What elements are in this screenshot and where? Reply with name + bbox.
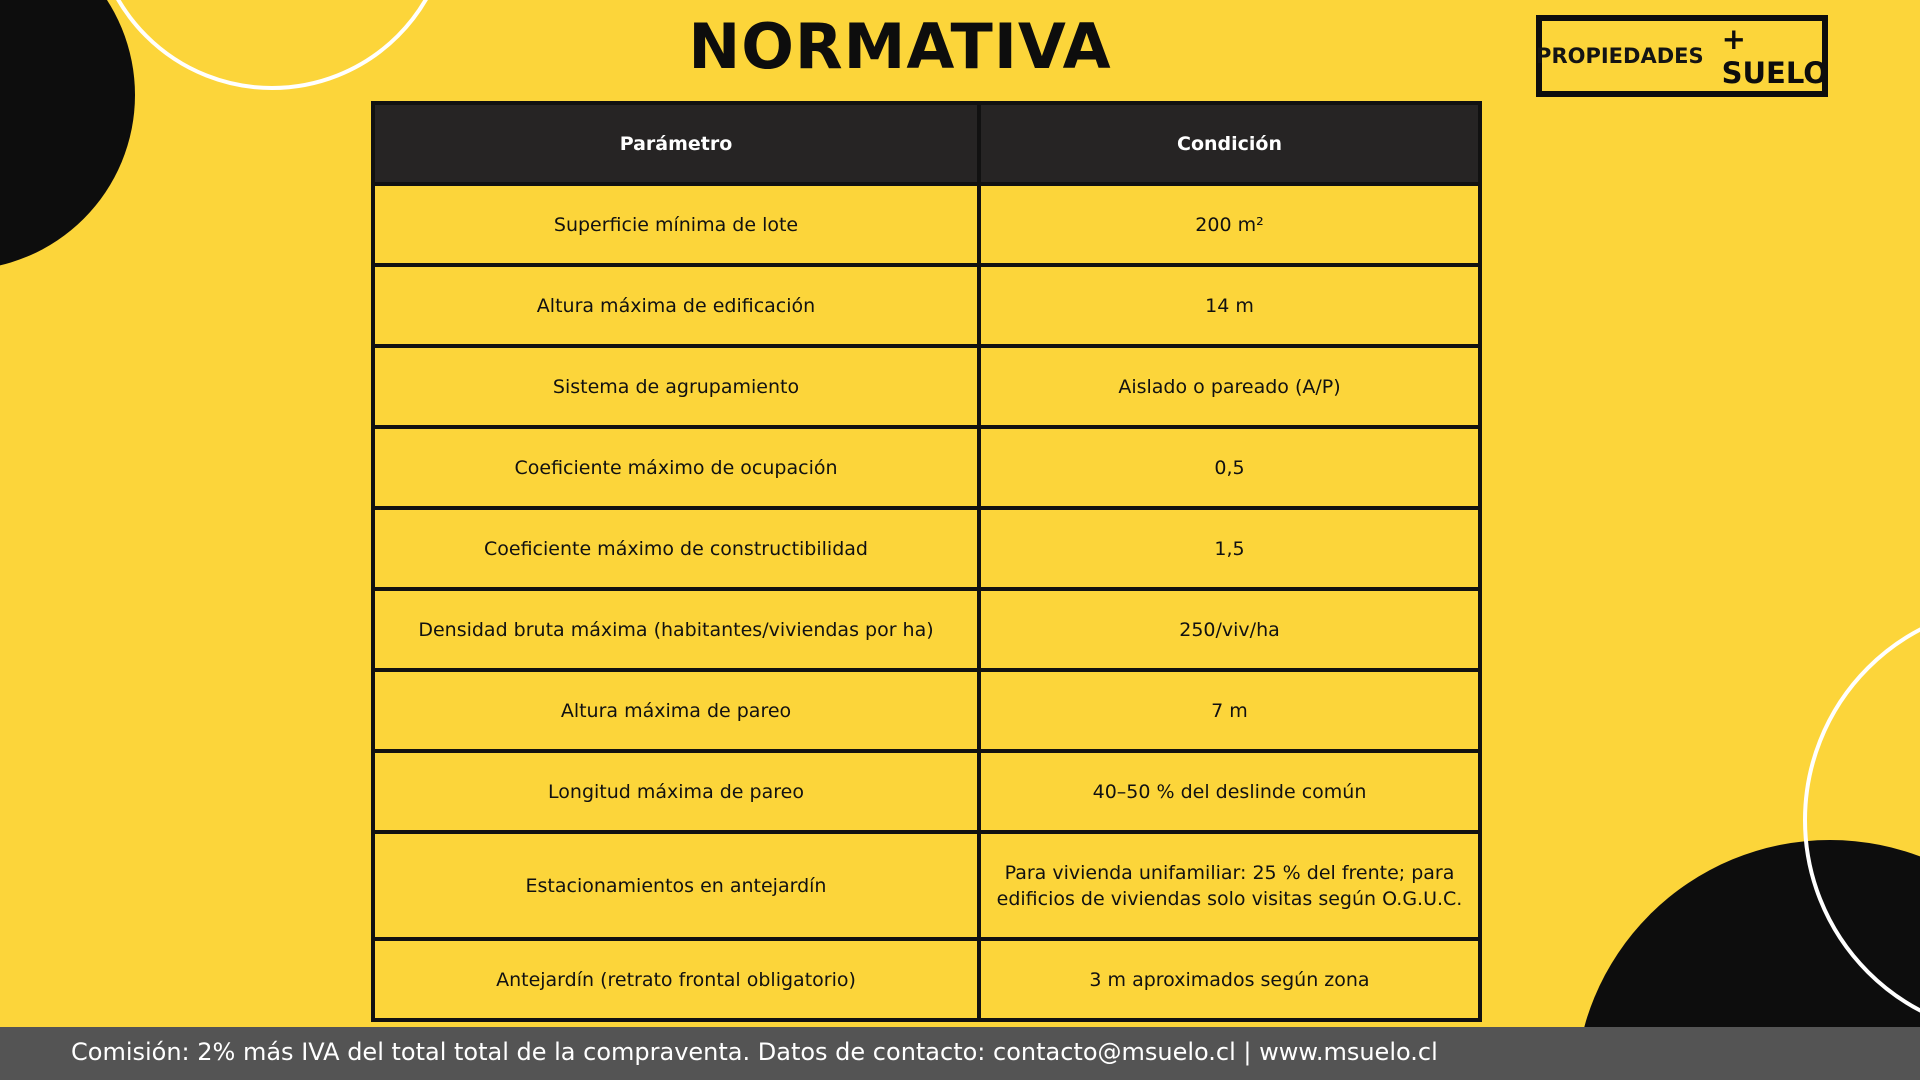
table-row (373, 427, 1480, 508)
cell-condicion: 200 m² (979, 184, 1480, 265)
cell-condicion: 40–50 % del deslinde común (979, 751, 1480, 832)
table-row (373, 939, 1480, 1020)
cell-condicion: 14 m (979, 265, 1480, 346)
table-row (373, 832, 1480, 939)
brand-logo (1536, 15, 1828, 97)
cell-condicion: Para vivienda unifamiliar: 25 % del frente; para edificios de viviendas solo visitas según O.G.U.C. (979, 832, 1480, 939)
table-row (373, 184, 1480, 265)
table-row (373, 508, 1480, 589)
logo-text-right: + SUELO (1721, 22, 1828, 90)
cell-parametro: Superficie mínima de lote (373, 184, 979, 265)
cell-condicion: 250/viv/ha (979, 589, 1480, 670)
header-parametro: Parámetro (373, 103, 979, 184)
table-header-row (373, 103, 1480, 184)
table-row (373, 751, 1480, 832)
normativa-table (371, 101, 1482, 1022)
footer-text: Comisión: 2% más IVA del total total de la compraventa. Datos de contacto: contacto@msuelo.cl | www.msuelo.cl (71, 1038, 1438, 1066)
cell-parametro: Altura máxima de pareo (373, 670, 979, 751)
cell-parametro: Sistema de agrupamiento (373, 346, 979, 427)
cell-parametro: Antejardín (retrato frontal obligatorio) (373, 939, 979, 1020)
table-row (373, 670, 1480, 751)
cell-parametro: Altura máxima de edificación (373, 265, 979, 346)
page-title: NORMATIVA (688, 10, 1112, 83)
cell-condicion: 0,5 (979, 427, 1480, 508)
cell-condicion: 1,5 (979, 508, 1480, 589)
cell-condicion: 3 m aproximados según zona (979, 939, 1480, 1020)
header-condicion: Condición (979, 103, 1480, 184)
table-row (373, 265, 1480, 346)
table-row (373, 346, 1480, 427)
cell-condicion: Aislado o pareado (A/P) (979, 346, 1480, 427)
cell-parametro: Longitud máxima de pareo (373, 751, 979, 832)
logo-text-left: PROPIEDADES (1536, 44, 1704, 68)
table-row (373, 589, 1480, 670)
footer-bar (0, 1027, 1920, 1080)
cell-parametro: Coeficiente máximo de constructibilidad (373, 508, 979, 589)
cell-condicion: 7 m (979, 670, 1480, 751)
cell-parametro: Estacionamientos en antejardín (373, 832, 979, 939)
cell-parametro: Densidad bruta máxima (habitantes/viviendas por ha) (373, 589, 979, 670)
cell-parametro: Coeficiente máximo de ocupación (373, 427, 979, 508)
